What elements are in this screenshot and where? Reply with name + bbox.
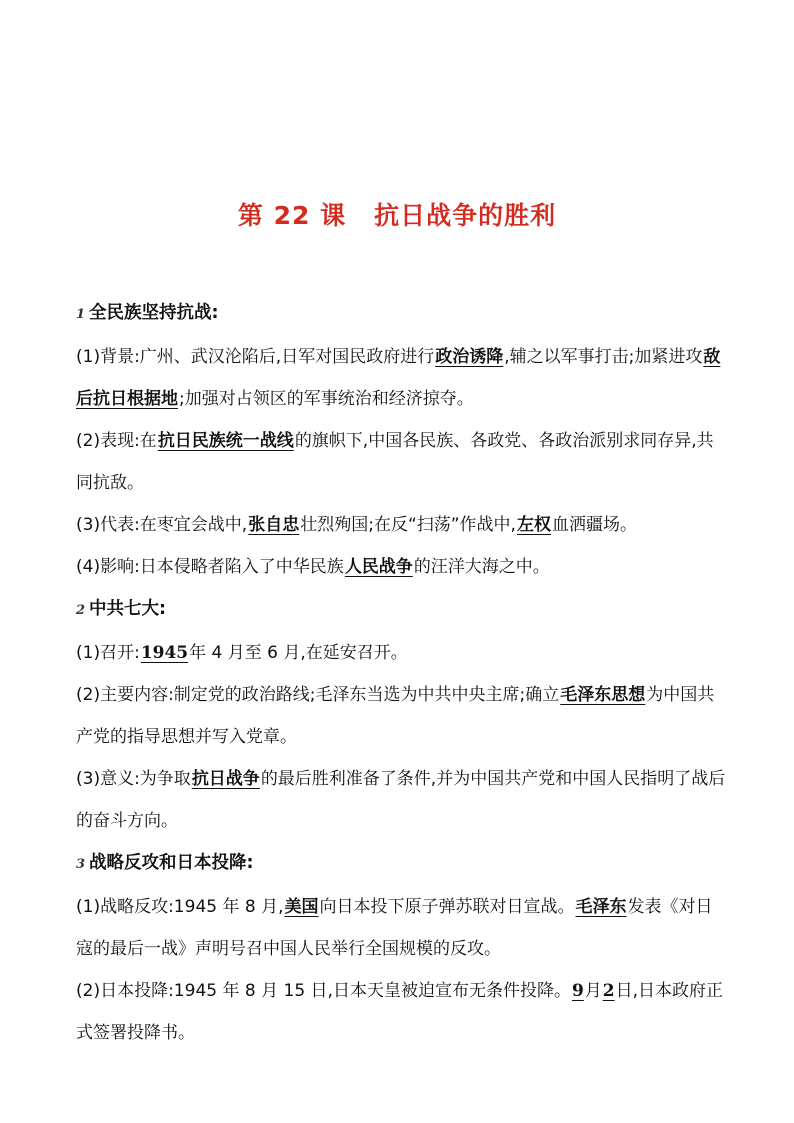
paragraph-text: 的最后胜利准备了条件,并为中国共产党和中国人民指明了战后的奋斗方向。 [76, 769, 726, 831]
section-number: 2 [76, 603, 86, 618]
key-term: 敌后抗日根据地 [76, 347, 721, 409]
paragraph-text: (1)战略反攻:1945 年 8 月, [76, 897, 284, 917]
paragraph-text: (2)日本投降:1945 年 8 月 15 日,日本天皇被迫宣布无条件投降。 [76, 981, 571, 1001]
key-term: 抗日民族统一战线 [157, 431, 294, 451]
paragraph-text: 向日本投下原子弹苏联对日宣战。 [319, 897, 575, 917]
paragraph-text: (3)代表:在枣宜会战中, [76, 515, 248, 535]
paragraph-text: (2)表现:在 [76, 431, 157, 451]
section-heading-1 [76, 292, 726, 336]
section-number: 3 [76, 857, 86, 872]
paragraph-text: (2)主要内容:制定党的政治路线;毛泽东当选为中共中央主席;确立 [76, 685, 560, 705]
page-title [0, 196, 794, 232]
paragraph-text: (4)影响:日本侵略者陷入了中华民族 [76, 557, 344, 577]
key-term: 美国 [284, 897, 319, 917]
lesson-name: 抗日战争的胜利 [374, 201, 557, 230]
paragraph-text: 为中国共产党的指导思想并写入党章。 [76, 685, 715, 747]
paragraph-manifestation [76, 420, 726, 504]
key-term: 人民战争 [344, 557, 413, 577]
paragraph-main-content [76, 674, 726, 758]
paragraph-text: 月 [584, 981, 602, 1001]
paragraph-text: 的旗帜下,中国各民族、各政党、各政治派别求同存异,共同抗敌。 [76, 431, 714, 493]
paragraph-text: 日,日本政府正式签署投降书。 [76, 981, 724, 1043]
paragraph-text: ;加强对占领区的军事统治和经济掠夺。 [179, 389, 474, 409]
section-title: 中共七大: [89, 599, 167, 619]
key-term: 毛泽东 [575, 897, 627, 917]
section-heading-3 [76, 842, 726, 886]
section-title: 战略反攻和日本投降: [89, 853, 254, 873]
key-term: 抗日战争 [191, 769, 260, 789]
paragraph-text: (1)召开: [76, 643, 140, 663]
key-term: 毛泽东思想 [560, 685, 646, 705]
section-heading-2 [76, 588, 726, 632]
section-title: 全民族坚持抗战: [89, 303, 219, 323]
paragraph-text: ,辅之以军事打击;加紧进攻 [504, 347, 703, 367]
key-term: 政治诱降 [435, 347, 504, 367]
paragraph-impact [76, 546, 726, 588]
paragraph-significance [76, 758, 726, 842]
paragraph-text: 的汪洋大海之中。 [413, 557, 550, 577]
paragraph-background [76, 336, 726, 420]
paragraph-counteroffensive [76, 886, 726, 970]
paragraph-surrender [76, 970, 726, 1054]
paragraph-text: 发表《对日寇的最后一战》声明号召中国人民举行全国规模的反攻。 [76, 897, 713, 959]
key-term: 1945 [140, 643, 189, 663]
paragraph-text: (1)背景:广州、武汉沦陷后,日军对国民政府进行 [76, 347, 435, 367]
paragraph-convening [76, 632, 726, 674]
section-number: 1 [76, 307, 86, 322]
paragraph-text: 血洒疆场。 [551, 515, 637, 535]
key-term: 2 [602, 981, 615, 1001]
lesson-number: 第 22 课 [237, 201, 347, 230]
paragraph-text: (3)意义:为争取 [76, 769, 191, 789]
key-term: 9 [571, 981, 584, 1001]
key-term: 张自忠 [248, 515, 300, 535]
paragraph-representatives [76, 504, 726, 546]
paragraph-text: 年 4 月至 6 月,在延安召开。 [189, 643, 408, 663]
key-term: 左权 [516, 515, 551, 535]
lesson-content [76, 292, 726, 1054]
paragraph-text: 壮烈殉国;在反“扫荡”作战中, [300, 515, 516, 535]
